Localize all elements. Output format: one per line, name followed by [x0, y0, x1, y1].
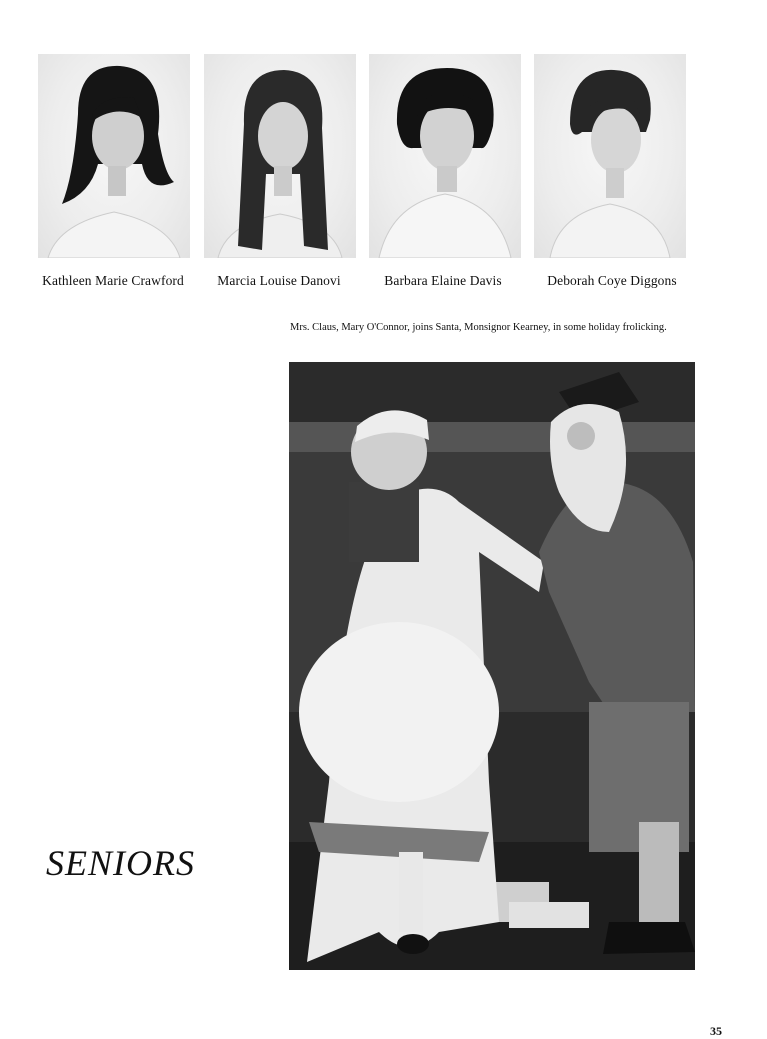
portrait-photo-4 [534, 54, 686, 258]
section-title: SENIORS [46, 843, 195, 883]
portrait-photo-3 [369, 54, 521, 258]
portrait-name-2: Marcia Louise Danovi [217, 273, 341, 288]
portrait-name-3: Barbara Elaine Davis [384, 273, 502, 288]
photo-caption: Mrs. Claus, Mary O'Connor, joins Santa, Monsignor Kearney, in some holiday frolicking. [290, 322, 667, 333]
page-number: 35 [710, 1024, 722, 1038]
portrait-name-1: Kathleen Marie Crawford [42, 273, 184, 288]
portrait-photo-1 [38, 54, 190, 258]
portrait-name-4: Deborah Coye Diggons [547, 273, 677, 288]
santa-photo [289, 362, 695, 970]
portrait-photo-2 [204, 54, 356, 258]
